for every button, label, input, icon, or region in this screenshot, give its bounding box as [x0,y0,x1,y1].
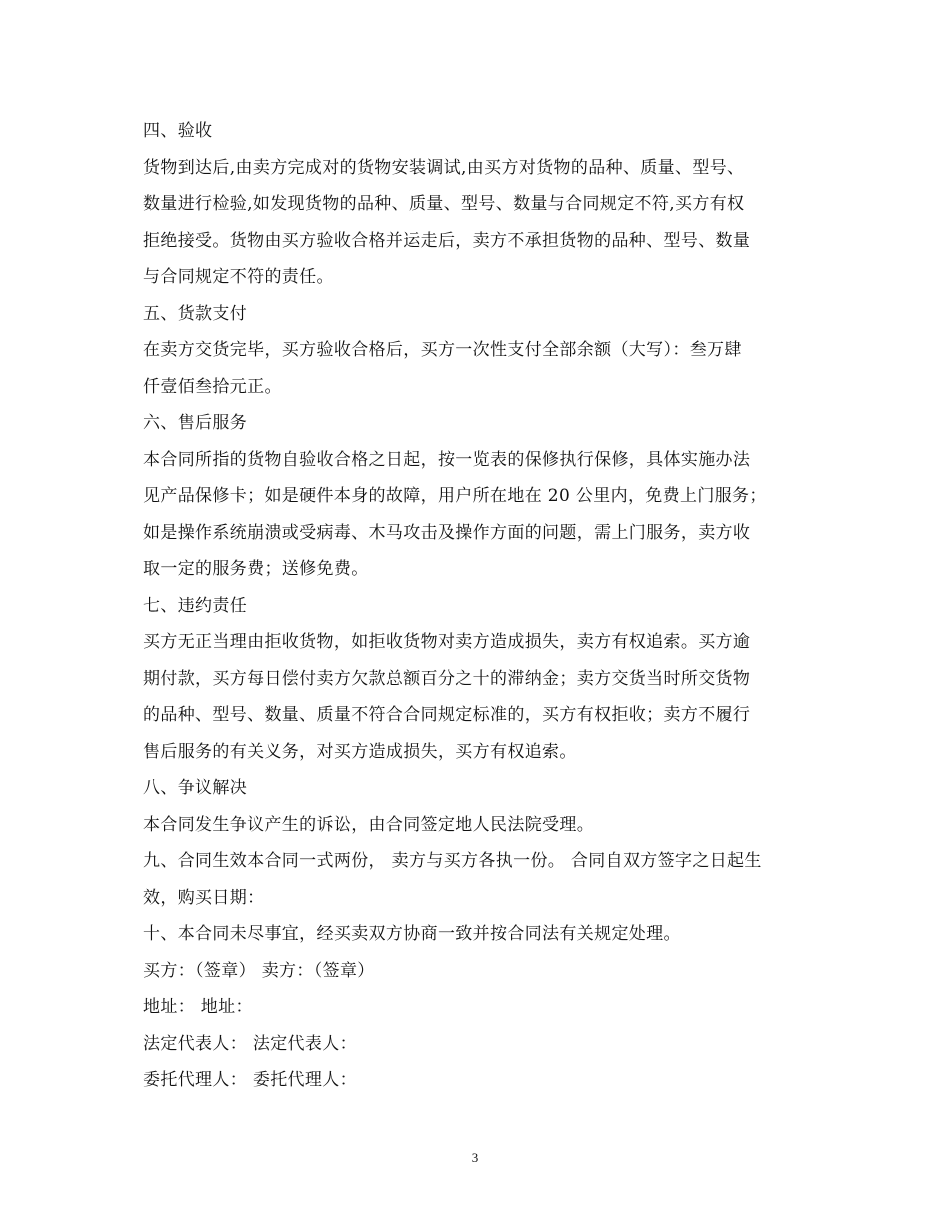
paragraph-line: 的品种、型号、数量、质量不符合合同规定标准的，买方有权拒收；卖方不履行 [143,705,751,725]
paragraph-line: 售后服务的有关义务，对买方造成损失，买方有权追索。 [143,741,577,762]
paragraph-line: 数量进行检验,如发现货物的品种、质量、型号、数量与合同规定不符,买方有权 [143,194,745,214]
signature-line-seal: 买方：（签章） 卖方：（签章） [143,960,375,981]
paragraph-line: 仟壹佰叁拾元正。 [143,376,282,397]
paragraph-line: 如是操作系统崩溃或受病毒、木马攻击及操作方面的问题，需上门服务，卖方收 [143,522,751,543]
section-heading-dispute: 八、争议解决 [143,778,248,798]
page-number: 3 [471,1150,479,1165]
paragraph-line: 本合同发生争议产生的诉讼，由合同签定地人民法院受理。 [143,814,595,835]
paragraph-line: 与合同规定不符的责任。 [143,267,334,287]
paragraph-line: 货物到达后,由卖方完成对的货物安装调试,由买方对货物的品种、质量、型号、 [143,157,745,178]
paragraph-line: 九、合同生效本合同一式两份， 卖方与买方各执一份。 合同自双方签字之日起生 [143,851,762,871]
paragraph-line: 拒绝接受。货物由买方验收合格并运走后，卖方不承担货物的品种、型号、数量 [143,230,751,251]
section-heading-liability: 七、违约责任 [143,595,248,616]
paragraph-line: 在卖方交货完毕，买方验收合格后，买方一次性支付全部余额（大写）：叁万肆 [143,340,742,360]
paragraph-line: 买方无正当理由拒收货物，如拒收货物对卖方造成损失，卖方有权追索。买方逾 [143,632,751,652]
section-heading-payment: 五、货款支付 [143,303,248,324]
paragraph-line: 效，购买日期： [143,887,265,908]
paragraph-line: 十、本合同未尽事宜，经买卖双方协商一致并按合同法有关规定处理。 [143,924,681,944]
paragraph-line: 取一定的服务费；送修免费。 [143,559,369,579]
section-heading-acceptance: 四、验收 [143,121,213,141]
section-heading-after-sales: 六、售后服务 [143,413,248,433]
signature-line-legal-rep: 法定代表人： 法定代表人： [143,1033,357,1054]
paragraph-line: 期付款，买方每日偿付卖方欠款总额百分之十的滞纳金；卖方交货当时所交货物 [143,668,751,689]
document-body [143,113,808,1099]
signature-line-agent: 委托代理人： 委托代理人： [143,1070,357,1090]
paragraph-line: 本合同所指的货物自验收合格之日起，按一览表的保修执行保修，具体实施办法 [143,449,751,470]
signature-line-address: 地址： 地址： [143,997,253,1017]
paragraph-line: 见产品保修卡；如是硬件本身的故障，用户所在地在 20 公里内，免费上门服务； [143,486,767,506]
